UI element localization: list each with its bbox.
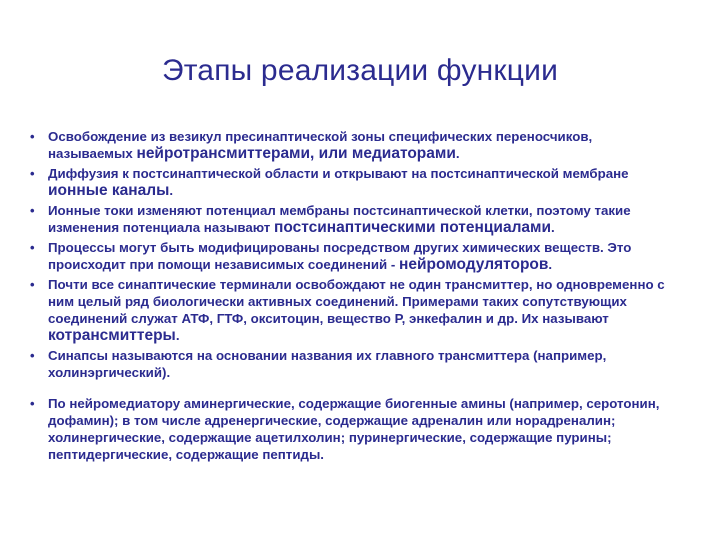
bullet-item-6 bbox=[30, 347, 670, 381]
bullet-dot-icon: • bbox=[30, 203, 35, 218]
bullet-text: Синапсы называются на основании названия их главного трансмиттера (например, холинэргический). bbox=[48, 348, 607, 380]
slide-title: Этапы реализации функции bbox=[161, 54, 559, 87]
bullet-item-1 bbox=[30, 128, 670, 162]
bullet-list bbox=[30, 128, 670, 466]
bullet-term: нейротрансмиттерами, или медиаторами bbox=[136, 145, 456, 162]
bullet-dot-icon: • bbox=[30, 396, 35, 411]
bullet-dot-icon: • bbox=[30, 277, 35, 292]
bullet-text-end: . bbox=[175, 328, 180, 343]
bullet-text: Процессы могут быть модифицированы посредством других химических веществ. Это происходит при помощи независимых соединений - bbox=[48, 240, 632, 272]
bullet-text: По нейромедиатору аминергические, содержащие биогенные амины (например, серотонин, дофамин); в том числе адренергические, содержащие адреналин или норадреналин; холинергические, содержащие ацетилхолин; пуринергические, содержащие пурины; пептидергические, содержащие пептиды. bbox=[48, 396, 660, 462]
bullet-term: постсинаптическими потенциалами bbox=[274, 219, 552, 236]
bullet-text-end: . bbox=[169, 183, 174, 198]
bullet-item-3 bbox=[30, 202, 670, 236]
bullet-text: Ионные токи изменяют потенциал мембраны постсинаптической клетки, поэтому такие изменения потенциала называют bbox=[48, 203, 631, 235]
bullet-term: котрансмиттеры bbox=[48, 327, 176, 344]
bullet-dot-icon: • bbox=[30, 240, 35, 255]
bullet-item-7 bbox=[30, 395, 670, 463]
bullet-text-end: . bbox=[551, 220, 555, 235]
bullet-text-end: . bbox=[455, 146, 460, 161]
bullet-text: Почти все синаптические терминали освобождают не один трансмиттер, но одновременно с ним целый ряд биологически активных соединений. Примерами таких сопутствующих соединений служат АТФ, ГТФ, окситоцин, вещество Р, энкефалин и др. Их называют bbox=[48, 277, 665, 326]
bullet-term: ионные каналы bbox=[48, 182, 170, 199]
bullet-dot-icon: • bbox=[30, 129, 35, 144]
bullet-item-4 bbox=[30, 239, 670, 273]
bullet-text: Диффузия к постсинаптической области и открывают на постсинаптической мембране bbox=[48, 166, 629, 181]
bullet-dot-icon: • bbox=[30, 348, 35, 363]
bullet-item-2 bbox=[30, 165, 670, 199]
bullet-dot-icon: • bbox=[30, 166, 35, 181]
bullet-term: нейромодуляторов bbox=[398, 256, 549, 273]
bullet-text-end: . bbox=[548, 257, 553, 272]
bullet-item-5 bbox=[30, 276, 670, 344]
bullet-text: Освобождение из везикул пресинаптической зоны специфических переносчиков, называемых bbox=[48, 129, 593, 161]
